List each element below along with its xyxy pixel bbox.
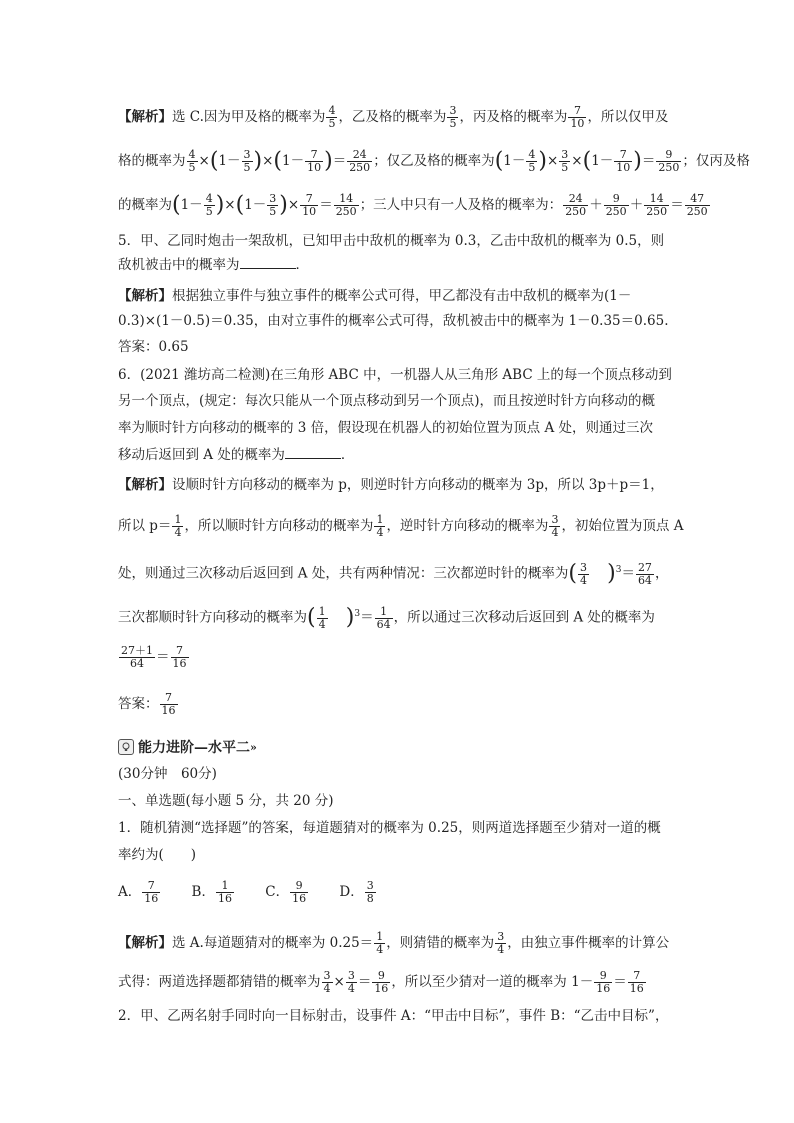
section-part: 一、单选题(每小题 5 分，共 20 分) [118, 793, 334, 809]
mc1-stem-2: 率约为( ) [118, 847, 197, 863]
q4-line-1: 【解析】选 C.因为甲及格的概率为 $\frac{4}{5}$ ，乙及格的概率为 $\frac{3}{5}$ ，丙及格的概率为 $\frac{7}{10}$ ，所以仅甲及 [118, 104, 669, 130]
section-time: (30分钟 60分) [118, 766, 217, 782]
option-b: B． $\frac{1}{16}$ [191, 879, 232, 905]
mc2-stem-1: 2．甲、乙两名射手同时向一目标射击，设事件 A：“甲击中目标”，事件 B：“乙击中目标”， [118, 1008, 669, 1024]
q6-analysis-3: 处，则通过三次移动后返回到 A 处，共有两种情况：三次都逆时针的概率为( $\frac{3}{4}$ )$^3$＝ $\frac{27}{64}$ ， [118, 560, 669, 587]
mc1-analysis-2: 式得：两道选择题都猜错的概率为 $\frac{3}{4}$ × $\frac{3}{4}$ ＝ $\frac{9}{16}$ ，所以至少猜对一道的概率为 1－ $\frac{9}{16}$ ＝ $\frac{7}{16}$ [118, 969, 644, 995]
q6-analysis-4: 三次都顺时针方向移动的概率为( $\frac{1}{4}$ )$^3$＝ $\frac{1}{64}$ ，所以通过三次移动后返回到 A 处的概率为 [118, 604, 655, 631]
fraction: $\frac{3}{5}$ [449, 104, 457, 130]
mc1-analysis-1: 【解析】选 A.每道题猜对的概率为 0.25＝ $\frac{1}{4}$ ，则猜错的概率为 $\frac{3}{4}$ ，由独立事件概率的计算公 [118, 930, 670, 956]
q6-analysis-5: $\frac{27+1}{64}$ ＝ $\frac{7}{16}$ [121, 644, 187, 670]
q6-stem-3: 率为顺时针方向移动的概率的 3 倍，假设现在机器人的初始位置为顶点 A 处，则通过三次 [118, 420, 654, 436]
fraction: $\frac{7}{10}$ [570, 104, 585, 130]
q6-stem-2: 另一个顶点，(规定：每次只能从一个顶点移动到另一个顶点)，而且按逆时针方向移动的概 [118, 393, 656, 409]
q5-stem-2: 敌机被击中的概率为 ． [118, 257, 309, 273]
q6-analysis-1: 【解析】设顺时针方向移动的概率为 p，则逆时针方向移动的概率为 3p，所以 3p＋p＝1， [118, 477, 664, 493]
q4-line-3: 的概率为(1－ $\frac{4}{5}$ )×(1－ $\frac{3}{5}$ )× $\frac{7}{10}$ ＝ $\frac{14}{250}$ ；三人中只有一人及格的概率为： $\frac{24}{250}$ ＋ $\frac{9}{250}$ ＋ $\frac{14}{250}$ ＝ $\frac{47}{250}$ [118, 192, 708, 218]
q6-stem-1: 6．(2021 潍坊高二检测)在三角形 ABC 中，一机器人从三角形 ABC 上的每一个顶点移动到 [118, 367, 672, 383]
analysis-label: 【解析】 [118, 109, 172, 125]
mc1-options [118, 880, 403, 905]
lightbulb-icon [118, 739, 134, 755]
answer-blank [285, 446, 341, 459]
q6-analysis-2: 所以 p＝ $\frac{1}{4}$ ，所以顺时针方向移动的概率为 $\frac{1}{4}$ ，逆时针方向移动的概率为 $\frac{3}{4}$ ，初始位置为顶点 A [118, 513, 684, 539]
q4-line-2: 格的概率为 $\frac{4}{5}$ ×(1－ $\frac{3}{5}$ )×(1－ $\frac{7}{10}$ )＝ $\frac{24}{250}$ ；仅乙及格的概率为(1－ $\frac{4}{5}$ )× $\frac{3}{5}$ ×(1－ $\frac{7}{10}$ )＝ $\frac{9}{250}$ ；仅丙及格 [118, 148, 750, 174]
q5-answer: 答案：0.65 [118, 339, 189, 355]
option-d: D． $\frac{3}{8}$ [339, 879, 374, 905]
q5-analysis-1: 【解析】根据独立事件与独立事件的概率公式可得，甲乙都没有击中敌机的概率为(1－ [118, 288, 632, 304]
section-heading: 能力进阶—水平二 » [118, 737, 257, 757]
fraction: $\frac{4}{5}$ [328, 104, 336, 130]
q5-stem-1: 5．甲、乙同时炮击一架敌机，已知甲击中敌机的概率为 0.3，乙击中敌机的概率为 0.5，则 [118, 233, 665, 249]
mc1-stem-1: 1．随机猜测“选择题”的答案，每道题猜对的概率为 0.25，则两道选择题至少猜对一道的概 [118, 820, 661, 836]
option-a: A． $\frac{7}{16}$ [118, 879, 159, 905]
answer-blank [240, 256, 296, 269]
q5-analysis-2: 0.3)×(1－0.5)＝0.35，由对立事件的概率公式可得，敌机被击中的概率为 1－0.35＝0.65. [118, 313, 669, 329]
option-c: C． $\frac{9}{16}$ [265, 879, 307, 905]
q6-answer: 答案： $\frac{7}{16}$ [118, 691, 176, 717]
q6-stem-4: 移动后返回到 A 处的概率为 ． [118, 447, 355, 463]
